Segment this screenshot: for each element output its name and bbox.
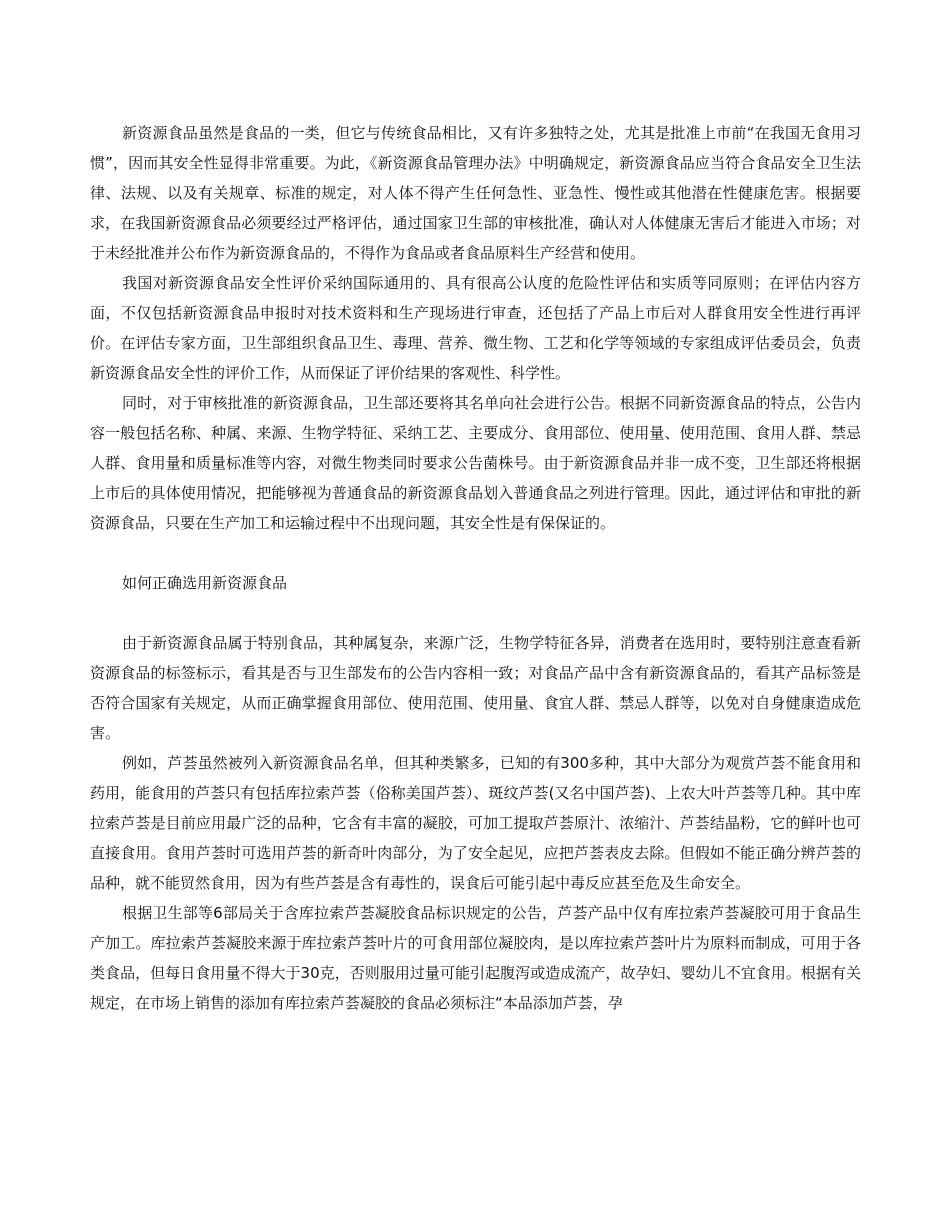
paragraph-aloe-example: 例如，芦荟虽然被列入新资源食品名单，但其种类繁多，已知的有300多种，其中大部分为观赏芦荟不能食用和药用，能食用的芦荟只有包括库拉索芦荟（俗称美国芦荟）、斑纹芦荟(又名中国芦荟)、上农大叶芦荟等几种。其中库拉索芦荟是目前应用最广泛的品种，它含有丰富的凝胶，可加工提取芦荟原汁、浓缩汁、芦荟结晶粉，它的鲜叶也可直接食用。食用芦荟时可选用芦荟的新奇叶肉部分，为了安全起见，应把芦荟表皮去除。但假如不能正确分辨芦荟的品种，就不能贸然食用，因为有些芦荟是含有毒性的，误食后可能引起中毒反应甚至危及生命安全。: [90, 754, 861, 892]
paragraph-aloe-regulation: 根据卫生部等6部局关于含库拉索芦荟凝胶食品标识规定的公告，芦荟产品中仅有库拉索芦荟凝胶可用于食品生产加工。库拉索芦荟凝胶来源于库拉索芦荟叶片的可食用部位凝胶肉，是以库拉索芦荟叶片为原料而制成，可用于各类食品，但每日食用量不得大于30克，否则服用过量可能引起腹泻或造成流产，故孕妇、婴幼儿不宜食用。根据有关规定，在市场上销售的添加有库拉索芦荟凝胶的食品必须标注“本品添加芦荟，孕: [90, 904, 861, 1012]
paragraph-evaluation-principles: 我国对新资源食品安全性评价采纳国际通用的、具有很高公认度的危险性评估和实质等同原则；在评估内容方面，不仅包括新资源食品申报时对技术资料和生产现场进行审查，还包括了产品上市后对人群食用安全性进行再评价。在评估专家方面，卫生部组织食品卫生、毒理、营养、微生物、工艺和化学等领域的专家组成评估委员会，负责新资源食品安全性的评价工作，从而保证了评价结果的客观性、科学性。: [90, 274, 861, 382]
document-page: [90, 118, 861, 1018]
paragraph-safety-intro: 新资源食品虽然是食品的一类，但它与传统食品相比，又有许多独特之处，尤其是批准上市前“在我国无食用习惯”，因而其安全性显得非常重要。为此，《新资源食品管理办法》中明确规定，新资源食品应当符合食品安全卫生法律、法规、以及有关规章、标准的规定，对人体不得产生任何急性、亚急性、慢性或其他潜在性健康危害。根据要求，在我国新资源食品必须要经过严格评估，通过国家卫生部的审核批准，确认对人体健康无害后才能进入市场；对于未经批准并公布作为新资源食品的，不得作为食品或者食品原料生产经营和使用。: [90, 124, 861, 262]
section-heading: 如何正确选用新资源食品: [122, 574, 288, 592]
paragraph-selection-advice: 由于新资源食品属于特别食品，其种属复杂，来源广泛，生物学特征各异，消费者在选用时，要特别注意查看新资源食品的标签标示，看其是否与卫生部发布的公告内容相一致；对食品产品中含有新资源食品的，看其产品标签是否符合国家有关规定，从而正确掌握食用部位、使用范围、使用量、食宜人群、禁忌人群等，以免对自身健康造成危害。: [90, 634, 861, 742]
paragraph-announcement: 同时，对于审核批准的新资源食品，卫生部还要将其名单向社会进行公告。根据不同新资源食品的特点，公告内容一般包括名称、种属、来源、生物学特征、采纳工艺、主要成分、食用部位、使用量、使用范围、食用人群、禁忌人群、食用量和质量标准等内容，对微生物类同时要求公告菌株号。由于新资源食品并非一成不变，卫生部还将根据上市后的具体使用情况，把能够视为普通食品的新资源食品划入普通食品之列进行管理。因此，通过评估和审批的新资源食品，只要在生产加工和运输过程中不出现问题，其安全性是有保保证的。: [90, 394, 861, 532]
